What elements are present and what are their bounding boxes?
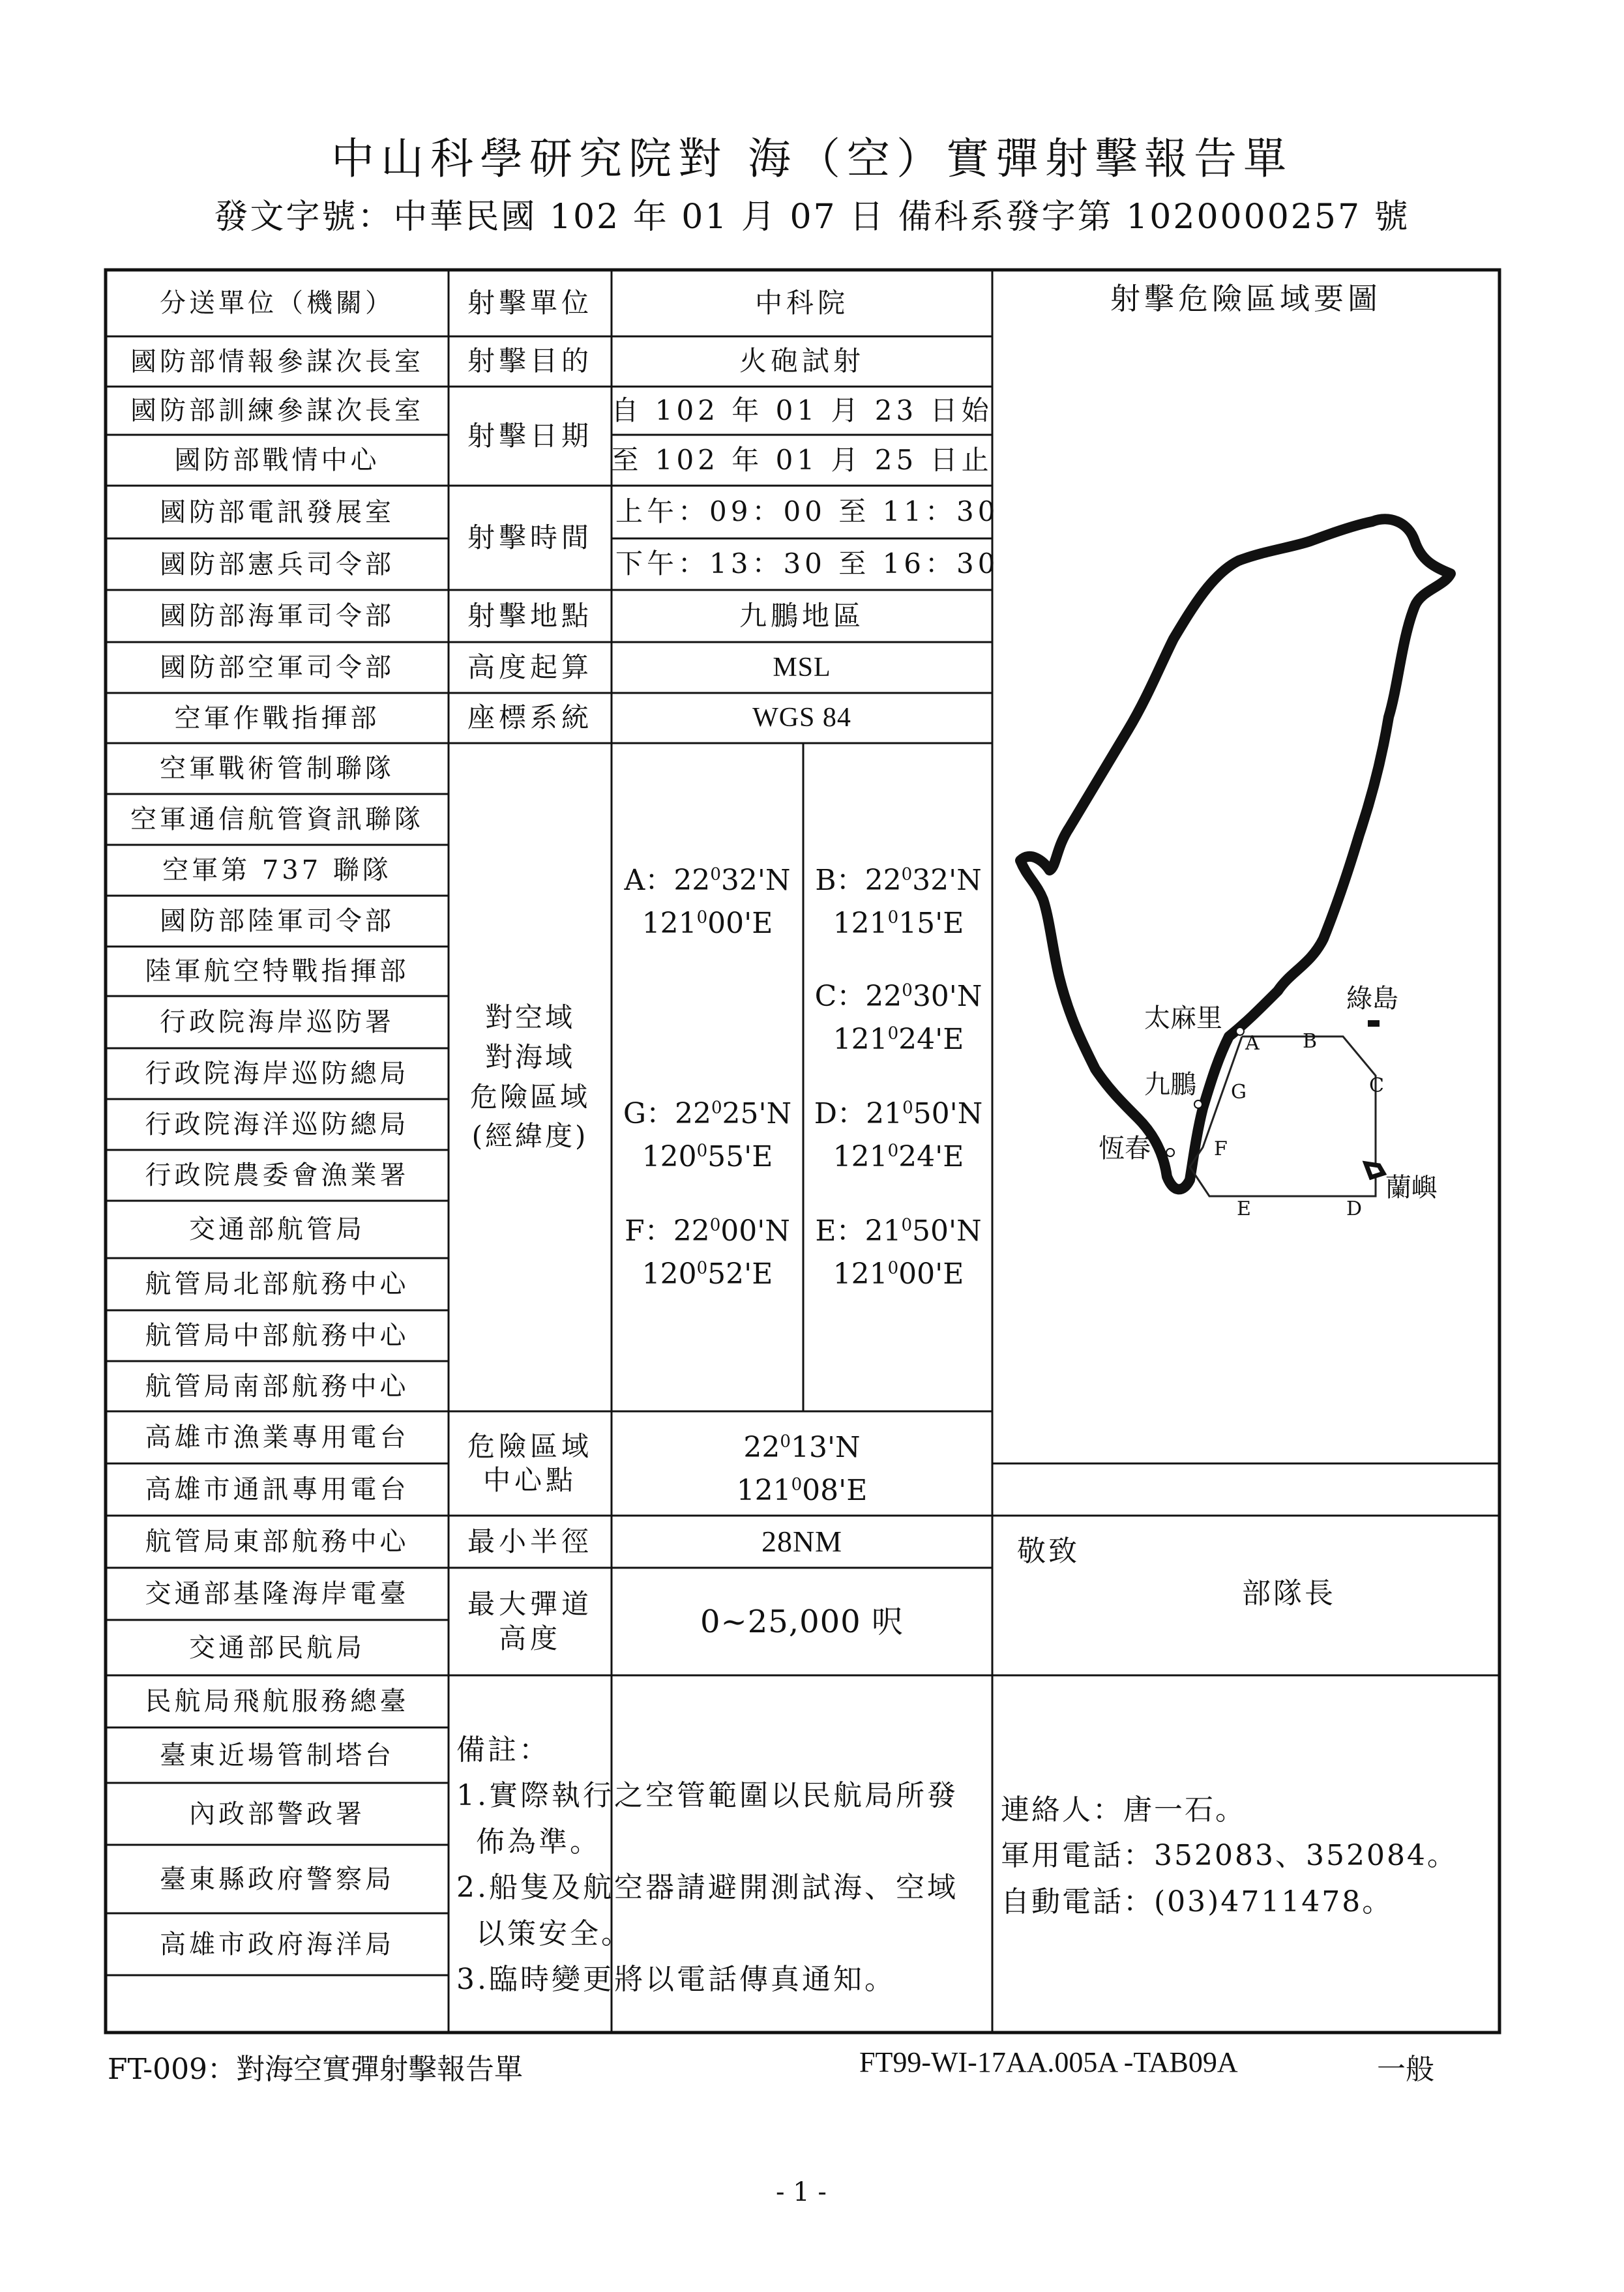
min-radius-label: 最小半徑: [467, 1525, 593, 1557]
notes-heading: 備註：: [456, 1733, 550, 1767]
distribution-unit: 高雄市通訊專用電台: [145, 1475, 409, 1505]
firing-time-label: 射擊時間: [467, 521, 593, 553]
point-g-coord: G：$22^025'N$ $120^055'E$: [623, 1097, 792, 1173]
map-point-g: G: [1231, 1081, 1247, 1104]
distribution-unit: 國防部空軍司令部: [160, 653, 394, 683]
distribution-unit: 國防部海軍司令部: [160, 601, 394, 631]
distribution-unit: 交通部基隆海岸電臺: [145, 1579, 409, 1609]
address-recipient: 部隊長: [1242, 1577, 1336, 1610]
firing-time-am: 上午：09：00 至 11：30: [615, 495, 999, 528]
map-point-f: F: [1214, 1138, 1228, 1160]
distribution-unit: 交通部航管局: [189, 1214, 365, 1244]
center-point-label-line: 中心點: [482, 1464, 577, 1496]
jiupeng-dot: [1194, 1100, 1202, 1108]
distribution-unit: 航管局東部航務中心: [145, 1527, 409, 1557]
firing-purpose-value: 火砲試射: [739, 345, 864, 377]
map-label-hengchun: 恆春: [1099, 1134, 1151, 1164]
max-altitude-label-line: 高度: [498, 1622, 561, 1654]
distribution-unit: 行政院海岸巡防署: [160, 1007, 394, 1037]
map-point-d: D: [1346, 1197, 1363, 1220]
center-point-label-line: 危險區域: [467, 1430, 593, 1462]
min-radius-value: 28NM: [761, 1525, 843, 1559]
distribution-unit: 空軍作戰指揮部: [174, 703, 380, 733]
distribution-unit: 行政院農委會漁業署: [145, 1160, 409, 1190]
firing-location-value: 九鵬地區: [739, 599, 864, 632]
distribution-unit: 行政院海洋巡防總局: [145, 1109, 409, 1139]
point-e-coord: E：$21^050'N$ $121^000'E$: [815, 1214, 982, 1291]
danger-zone-label-line: (經緯度): [471, 1120, 589, 1153]
note-line: 2.船隻及航空器請避開測試海、空域: [456, 1871, 958, 1905]
note-line: 3.臨時變更將以電話傳真通知。: [456, 1962, 896, 1996]
distribution-unit: 空軍第 737 聯隊: [162, 855, 392, 885]
altitude-reference-label: 高度起算: [467, 651, 593, 683]
firing-unit-label: 射擊單位: [467, 286, 593, 319]
distribution-header: 分送單位（機關）: [160, 288, 394, 318]
distribution-unit: 國防部陸軍司令部: [160, 906, 394, 936]
firing-unit-value: 中科院: [754, 286, 849, 319]
point-a-coord: A：$22^032'N$ $121^000'E$: [624, 864, 791, 940]
distribution-unit: 國防部訓練參謀次長室: [130, 396, 424, 426]
note-line: 1.實際執行之空管範圍以民航局所發: [456, 1779, 958, 1813]
point-b-coord: B：$22^032'N$ $121^015'E$: [815, 864, 982, 940]
max-altitude-value: 0~25,000 呎: [700, 1603, 904, 1640]
distribution-unit: 國防部戰情中心: [174, 445, 380, 475]
point-c-coord: C：$22^030'N$ $121^024'E$: [814, 980, 982, 1056]
firing-purpose-label: 射擊目的: [467, 345, 593, 377]
distribution-unit: 內政部警政署: [189, 1799, 365, 1829]
distribution-unit: 臺東縣政府警察局: [160, 1864, 394, 1894]
max-altitude-label-line: 最大彈道: [467, 1588, 593, 1620]
page-number: - 1 -: [776, 2177, 827, 2207]
distribution-unit: 航管局南部航務中心: [145, 1371, 409, 1402]
form-title: 中山科學研究院對 海（空）實彈射擊報告單: [331, 134, 1293, 184]
distribution-unit: 交通部民航局: [189, 1632, 365, 1663]
firing-time-pm: 下午：13：30 至 16：30: [615, 548, 999, 580]
contact-person: 連絡人：唐一石。: [1001, 1793, 1246, 1827]
contact-auto-phone: 自動電話：(03)4711478。: [1001, 1885, 1393, 1918]
distribution-unit: 陸軍航空特戰指揮部: [145, 956, 409, 986]
firing-date-from: 自 102 年 01 月 23 日始: [611, 394, 993, 426]
danger-zone-label-line: 對空域: [484, 1001, 575, 1033]
distribution-unit: 空軍戰術管制聯隊: [160, 754, 394, 784]
firing-location-label: 射擊地點: [467, 599, 593, 632]
taimali-dot: [1236, 1027, 1244, 1035]
distribution-unit: 國防部憲兵司令部: [160, 549, 394, 580]
distribution-unit: 高雄市漁業專用電台: [145, 1422, 409, 1452]
map-label-taimali: 太麻里: [1144, 1003, 1222, 1033]
note-line: 以策安全。: [476, 1917, 632, 1950]
map-title: 射擊危險區域要圖: [1110, 281, 1381, 317]
note-line: 佈為準。: [476, 1825, 601, 1859]
orchid-island-shape: [1366, 1164, 1383, 1177]
footer-classification: 一般: [1377, 2053, 1434, 2086]
danger-zone-label-line: 對海域: [484, 1040, 575, 1073]
altitude-reference-value: MSL: [773, 652, 831, 683]
hengchun-dot: [1166, 1149, 1174, 1156]
map-point-a: A: [1245, 1032, 1260, 1055]
point-f-coord: F：$22^000'N$ $120^052'E$: [625, 1214, 790, 1291]
map-label-jiupeng: 九鵬: [1144, 1070, 1196, 1100]
map-point-e: E: [1237, 1197, 1251, 1220]
map-label-green-island: 綠島: [1346, 984, 1398, 1014]
distribution-unit: 民航局飛航服務總臺: [145, 1686, 409, 1716]
distribution-unit: 國防部情報參謀次長室: [130, 346, 424, 377]
distribution-unit: 行政院海岸巡防總局: [145, 1059, 409, 1089]
coordinate-system-value: WGS 84: [752, 703, 851, 733]
document-number: 發文字號：中華民國 102 年 01 月 07 日 備科系發字第 1020000257 號: [214, 198, 1410, 237]
green-island-shape: [1368, 1020, 1380, 1027]
map-point-c: C: [1369, 1074, 1384, 1097]
center-point-coord: $22^013'N$ $121^008'E$: [736, 1431, 868, 1507]
map-label-orchid-island: 蘭嶼: [1385, 1173, 1438, 1203]
coordinate-system-label: 座標系統: [467, 701, 593, 734]
contact-military-phone: 軍用電話：352083、352084。: [1001, 1839, 1458, 1873]
distribution-unit: 航管局北部航務中心: [145, 1269, 409, 1299]
distribution-unit: 高雄市政府海洋局: [160, 1929, 394, 1960]
distribution-unit: 航管局中部航務中心: [145, 1321, 409, 1351]
danger-zone-label-line: 危險區域: [469, 1080, 590, 1113]
point-d-coord: D：$21^050'N$ $121^024'E$: [814, 1097, 983, 1173]
distribution-unit: 臺東近場管制塔台: [160, 1740, 394, 1770]
firing-date-label: 射擊日期: [467, 419, 593, 452]
distribution-unit: 國防部電訊發展室: [160, 497, 394, 527]
footer-form-code: FT99-WI-17AA.005A -TAB09A: [859, 2046, 1238, 2078]
map-point-b: B: [1303, 1030, 1318, 1053]
footer-form-name: FT-009：對海空實彈射擊報告單: [108, 2053, 524, 2086]
distribution-unit: 空軍通信航管資訊聯隊: [130, 804, 424, 834]
firing-date-to: 至 102 年 01 月 25 日止: [611, 443, 993, 476]
address-greeting: 敬致: [1017, 1535, 1080, 1568]
